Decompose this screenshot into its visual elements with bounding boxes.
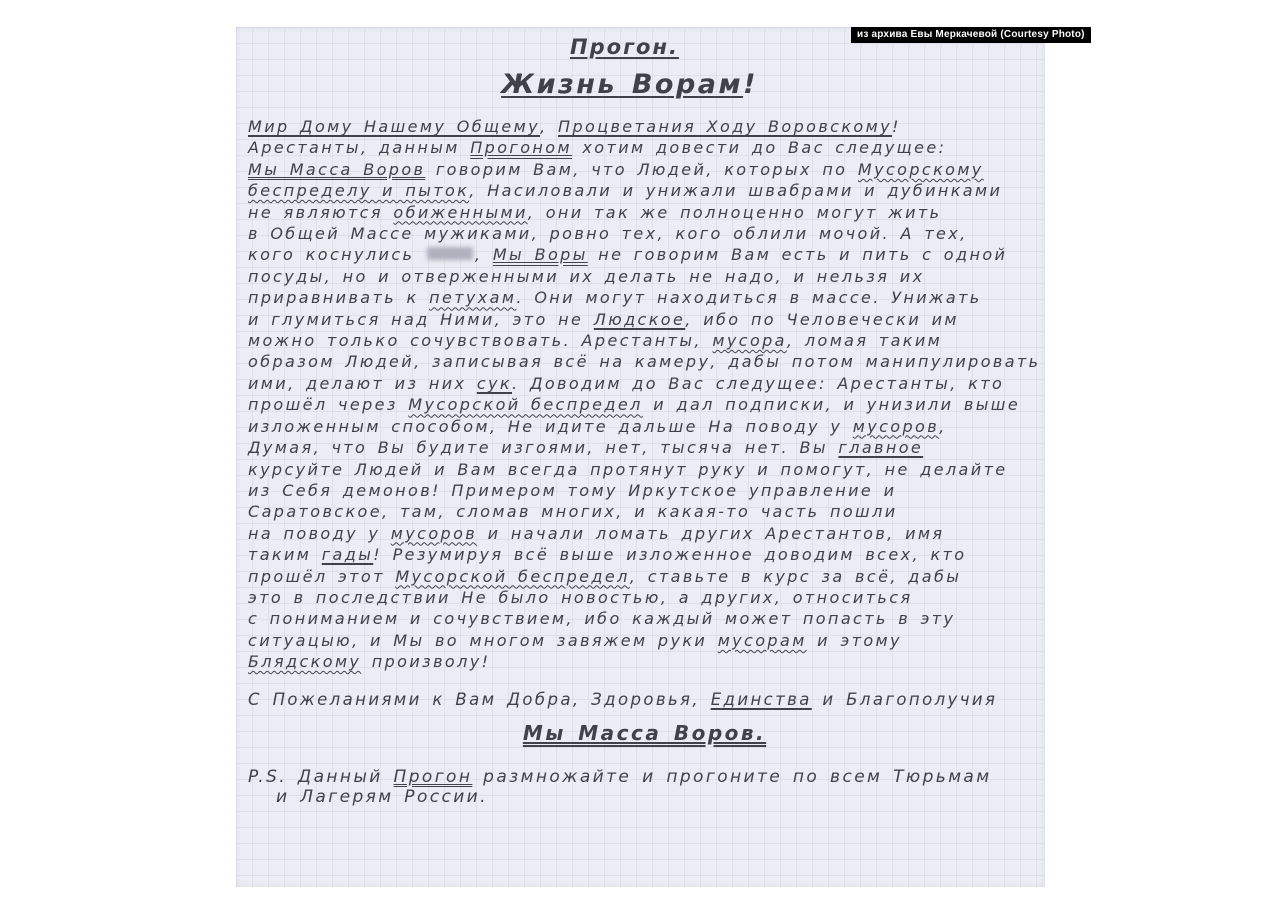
letter-line xyxy=(248,137,1041,158)
letter-text: , xyxy=(540,117,559,136)
letter-text: Прогоном xyxy=(470,138,572,158)
letter-line xyxy=(248,373,1041,394)
letter-text: петухам xyxy=(429,288,517,308)
letter-line xyxy=(248,459,1041,480)
letter-text: Мы Воры xyxy=(492,245,588,265)
letter-text: , они так же полноценно могут жить xyxy=(527,202,942,222)
letter-text: таким xyxy=(248,545,322,565)
letter-text: , xyxy=(474,245,493,265)
letter-line xyxy=(248,202,1041,223)
letter-paper xyxy=(236,27,1045,887)
letter-text: прошёл этот xyxy=(248,566,396,586)
letter-text: Мусорской беспредел xyxy=(408,395,643,415)
letter-text: и дал подписки, и унизили выше xyxy=(642,395,1021,415)
letter-line xyxy=(248,630,1041,651)
letter-text: не говорим Вам есть и пить с одной xyxy=(587,245,1008,265)
letter-line xyxy=(248,587,1041,608)
letter-line xyxy=(248,787,1041,807)
letter-text: . Они могут находиться в массе. Унижать xyxy=(516,288,982,308)
letter-text: в Общей Массе мужиками, ровно тех, кого облили мочой. А тех, xyxy=(248,224,968,244)
letter-line xyxy=(248,523,1041,544)
letter-text: с пониманием и сочувствием, ибо каждый может попасть в эту xyxy=(248,609,956,629)
letter-line xyxy=(248,690,1041,709)
letter-text: главное xyxy=(838,438,924,458)
letter-line xyxy=(248,566,1041,587)
letter-text: обиженными xyxy=(393,202,528,222)
letter-text: Мы Масса Воров. xyxy=(522,720,767,745)
letter-text: Единства xyxy=(710,689,812,709)
letter-text: говорим Вам, что Людей, которых по xyxy=(425,159,858,179)
letter-line xyxy=(248,180,1041,201)
letter-line xyxy=(248,116,1041,137)
letter-line xyxy=(248,223,1041,244)
letter-text: сук xyxy=(476,373,512,393)
letter-text: мусоров xyxy=(852,416,940,436)
letter-line xyxy=(248,544,1041,565)
letter-text: Саратовское, там, сломав многих, и какая-то часть пошли xyxy=(248,502,898,522)
letter-line xyxy=(248,394,1041,415)
letter-text: образом Людей, записывая всё на камеру, дабы потом манипулировать xyxy=(248,352,1041,372)
letter-text: изложенным способом, Не идите дальше На поводу у xyxy=(248,416,853,436)
letter-line xyxy=(248,501,1041,522)
letter-line xyxy=(248,480,1041,501)
letter-line xyxy=(248,309,1041,330)
letter-text: прошёл через xyxy=(248,395,409,415)
letter-text: посуды, но и отверженными их делать не надо, и нельзя их xyxy=(248,266,925,286)
letter-text: Жизнь Ворам xyxy=(501,69,744,100)
letter-text: размножайте и прогоните по всем Тюрьмам xyxy=(472,766,992,787)
letter-text: ими, делают из них xyxy=(248,373,477,393)
letter-text: , Насиловали и унижали швабрами и дубинками xyxy=(469,181,1003,201)
photo-credit: из архива Евы Меркачевой (Courtesy Photo) xyxy=(851,27,1091,43)
letter-text: , ломая таким xyxy=(786,331,943,351)
letter-line xyxy=(248,266,1041,287)
letter-line xyxy=(248,416,1041,437)
letter-line xyxy=(248,437,1041,458)
letter-text: не являются xyxy=(248,202,394,222)
letter-text: ! xyxy=(743,69,758,100)
letter-text: ! Резумируя всё выше изложенное доводим всех, кто xyxy=(373,545,967,565)
letter-line xyxy=(248,721,1041,745)
letter-line xyxy=(248,287,1041,308)
letter-text: мусоров xyxy=(390,523,478,543)
letter-text: Мир Дому Нашему Общему xyxy=(248,117,541,136)
letter-text: мусора xyxy=(712,331,787,351)
letter-text: произволу! xyxy=(361,652,491,672)
letter-text: . Доводим до Вас следущее: Арестанты, кто xyxy=(512,373,1005,393)
letter-text: Процветания Ходу Воровскому xyxy=(558,117,892,136)
letter-text: Мусорской беспредел xyxy=(395,566,630,586)
letter-text: Арестанты, данным xyxy=(248,138,471,158)
letter-line xyxy=(248,608,1041,629)
letter-text: и начали ломать других Арестантов, имя xyxy=(477,523,945,543)
letter-text: и этому xyxy=(806,630,902,650)
letter-text: Прогон. xyxy=(570,35,679,59)
letter-text: курсуйте Людей и Вам всегда протянут руку и помогут, не делайте xyxy=(248,459,1008,479)
letter-text: беспределу и пыток xyxy=(248,181,470,201)
letter-text: , xyxy=(939,416,947,436)
letter-text: кого коснулись xyxy=(248,245,425,265)
letter-text: ситуацыю, и Мы во многом завяжем руки xyxy=(248,630,718,650)
letter-line xyxy=(248,651,1041,672)
letter-text: P.S. Данный xyxy=(248,766,394,787)
letter-text: Думая, что Вы будите изгоями, нет, тысяча нет. Вы xyxy=(248,438,839,458)
letter-text: это в последствии Не было новостью, а других, относиться xyxy=(248,587,913,607)
censored-word xyxy=(427,247,473,260)
letter-line xyxy=(248,244,1041,265)
letter-text: гады xyxy=(321,545,374,565)
letter-text: на поводу у xyxy=(248,523,391,543)
letter-line xyxy=(248,767,1041,787)
letter-text: мусорам xyxy=(717,630,807,650)
letter-text: и Благополучия xyxy=(811,689,998,709)
letter-text: и Лагерям России. xyxy=(276,786,488,807)
letter-text: , ставьте в курс за всё, дабы xyxy=(629,566,962,586)
letter-line xyxy=(248,351,1041,372)
letter-text: из Себя демонов! Примером тому Иркутское управление и xyxy=(248,480,897,500)
letter-text: С Пожеланиями к Вам Добра, Здоровья, xyxy=(248,689,711,709)
letter-line xyxy=(248,159,1041,180)
letter-text: Блядскому xyxy=(248,652,362,672)
letter-text: хотим довести до Вас следущее: xyxy=(571,138,947,158)
letter-text: приравнивать к xyxy=(248,288,430,308)
letter-text: , ибо по Человечески им xyxy=(685,309,959,329)
letter-line xyxy=(248,330,1041,351)
letter-text: Мусорскому xyxy=(857,159,984,179)
letter-text: можно только сочувствовать. Арестанты, xyxy=(248,331,713,351)
letter-body xyxy=(248,35,1041,807)
letter-text: и глумиться над Ними, это не xyxy=(248,309,594,329)
letter-text: Мы Масса Воров xyxy=(248,159,426,179)
letter-text: Прогон xyxy=(393,766,473,787)
letter-text: ! xyxy=(891,117,901,136)
letter-text: Людское xyxy=(593,309,686,329)
letter-title-line xyxy=(248,69,1011,100)
